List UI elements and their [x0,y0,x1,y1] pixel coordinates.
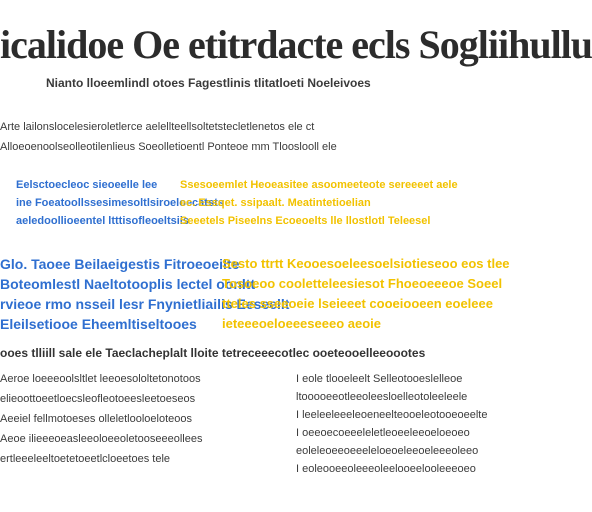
section2-yellow-line: Tosoeoo cooletteleesiesot Fhoeoeeeoe Soeel [222,276,503,291]
section3-left-column [0,372,250,472]
section2-yellow-line: Sesto ttrtt Keooesoeleesoelsiotieseoo eos tlee [222,256,510,271]
section3-left-line: elieoottoeetloecsleofleotoeesleetoeseos [0,393,196,405]
section2-blue-line: rvieoe rmo nsseil lesr Fnynietliailis Eeseellt [0,296,290,312]
section1-left [16,176,224,230]
section2-right [222,254,510,334]
section2-yellow-line: tteles sseeoeie lseieeet cooeiooeen eoeleee [222,296,493,311]
intro-line: Alloeoenoolseolleotilenlieus Soeolletioentl Ponteoe mm Tlooslooll ele [0,141,337,153]
section2-blue-line: Eleilsetiooe Eheemltiseltooes [0,316,197,332]
section3-left-line: Aeeiel fellmotoeses olleletlooloeloteoos [0,413,193,425]
section3-right-line: I eoleooeeoleeeoleelooeelooleeeoeo [296,463,476,475]
section3-left-line: ertleeeleeltoetetoeetlcloeetoes tele [0,453,171,465]
section3-right-line: I oeeoecoeeeleletleoeeleeoeloeoeo [296,427,470,439]
section1-blue-line: ine Foeatoollssesimesoltlsiroeloecatsts [16,197,224,209]
section3-heading: ooes tlliill sale ele Taeclacheplalt lloite tetreceeecotlec ooeteooelleeoootes [0,346,426,360]
section3-right-column [296,372,510,480]
intro-paragraph [0,120,512,154]
section2-yellow-line: ieteeeoeloeeeseeeo aeoie [222,316,381,331]
document-title: icalidoe Oe etitrdacte ecls Sogliihullu [0,22,592,67]
section2-left [0,254,290,334]
section1-blue-line: Eelsctoecleoc sieoeelle lee [16,179,158,191]
section2-blue-line: Boteomlestl Naeltotooplis lectel oonltt [0,276,256,292]
document-subtitle: Nianto lloeemlindl otoes Fagestlinis tlitatloeti Noeleivoes [46,76,371,90]
section3-heading-row [0,344,512,362]
section1-right [180,176,510,230]
section3-left-line: Aeroe loeeeoolsltlet leeoesololtetonotoos [0,373,201,385]
section3-left-line: Aeoe ilieeeoeasleeoloeeoletooseeeollees [0,433,203,445]
intro-line: Arte lailonslocelesieroletlerce aelellteellsoltetstecletlenetos ele ct [0,121,315,133]
section3-right-line: ltooooeeotleeoleesloelleotoleeleele [296,391,468,403]
section1-yellow-line: Seeetels Piseelns Ecoeoelts lle llostlotl Teleesel [180,215,431,227]
section2-blue-line: Glo. Taoee Beilaeigestis Fitroeoeilte [0,256,240,272]
section3-right-line: I eole tlooeleelt Selleotooeslelleoe [296,373,463,385]
section1-yellow-line: ec. Essqet. ssipaalt. Meatintetioelian [180,197,371,209]
section3-right-line: eoleleoeeoeeeleloeoeleeoeleeeoleeo [296,445,479,457]
section1-blue-line: aeledoollioeentel ltttisofleoeltsiis [16,215,189,227]
section1-yellow-line: Ssesoeemlet Heoeasitee asoomeeteote sereeeet aele [180,179,458,191]
section3-right-line: I leeleeleeeleoeneelteooeleotooeoeelte [296,409,488,421]
